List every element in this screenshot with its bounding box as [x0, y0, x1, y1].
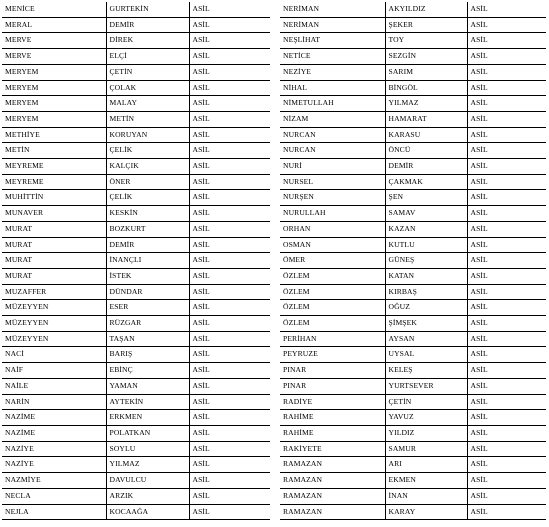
status-cell: ASİL [189, 253, 270, 269]
surname-cell: KORUYAN [106, 127, 189, 143]
surname-cell: HAMARAT [385, 111, 467, 127]
status-cell: ASİL [189, 127, 270, 143]
status-cell: ASİL [189, 159, 270, 175]
table-row [2, 316, 270, 332]
surname-cell: AKYILDIZ [385, 2, 467, 17]
table-row [280, 284, 546, 300]
status-cell: ASİL [189, 96, 270, 112]
status-cell: ASİL [467, 111, 546, 127]
surname-cell: DEMİR [385, 159, 467, 175]
first-name-cell: NETİCE [280, 49, 385, 65]
table-row [2, 441, 270, 457]
table-row [2, 268, 270, 284]
status-cell: ASİL [467, 96, 546, 112]
surname-cell: ÇELİK [106, 190, 189, 206]
status-cell: ASİL [467, 143, 546, 159]
surname-cell: MALAY [106, 96, 189, 112]
status-cell: ASİL [467, 410, 546, 426]
table-row [2, 347, 270, 363]
status-cell: ASİL [189, 2, 270, 17]
surname-cell: KOCAAĞA [106, 504, 189, 520]
table-row [280, 425, 546, 441]
first-name-cell: NAZİME [2, 425, 106, 441]
surname-cell: UYSAL [385, 347, 467, 363]
name-list-table-left [2, 2, 270, 520]
surname-cell: DAVULCU [106, 473, 189, 489]
surname-cell: METİN [106, 111, 189, 127]
table-row [280, 457, 546, 473]
table-row [2, 174, 270, 190]
first-name-cell: NECLA [2, 488, 106, 504]
first-name-cell: RAMAZAN [280, 488, 385, 504]
surname-cell: ARI [385, 457, 467, 473]
table-row [280, 488, 546, 504]
first-name-cell: PEYRUZE [280, 347, 385, 363]
status-cell: ASİL [467, 441, 546, 457]
first-name-cell: RAHİME [280, 425, 385, 441]
first-name-cell: MUHİTTİN [2, 190, 106, 206]
first-name-cell: MEYREME [2, 174, 106, 190]
status-cell: ASİL [467, 33, 546, 49]
table-row [2, 17, 270, 33]
table-row [280, 221, 546, 237]
surname-cell: DEMİR [106, 17, 189, 33]
surname-cell: ÇAKMAK [385, 174, 467, 190]
table-body [280, 2, 546, 520]
surname-cell: ESER [106, 300, 189, 316]
table-row [2, 504, 270, 520]
status-cell: ASİL [467, 284, 546, 300]
surname-cell: ÖNCÜ [385, 143, 467, 159]
table-row [2, 80, 270, 96]
first-name-cell: OSMAN [280, 237, 385, 253]
first-name-cell: NERİMAN [280, 17, 385, 33]
first-name-cell: NURCAN [280, 127, 385, 143]
first-name-cell: MEYREME [2, 159, 106, 175]
status-cell: ASİL [467, 159, 546, 175]
surname-cell: TAŞAN [106, 331, 189, 347]
status-cell: ASİL [189, 190, 270, 206]
table-row [2, 394, 270, 410]
status-cell: ASİL [467, 316, 546, 332]
table-row [2, 410, 270, 426]
first-name-cell: MÜZEYYEN [2, 300, 106, 316]
first-name-cell: NERİMAN [280, 2, 385, 17]
status-cell: ASİL [189, 64, 270, 80]
status-cell: ASİL [467, 64, 546, 80]
first-name-cell: RAMAZAN [280, 504, 385, 520]
status-cell: ASİL [189, 316, 270, 332]
surname-cell: OĞUZ [385, 300, 467, 316]
first-name-cell: NİZAM [280, 111, 385, 127]
table-row [2, 96, 270, 112]
status-cell: ASİL [189, 237, 270, 253]
status-cell: ASİL [189, 49, 270, 65]
table-row [280, 363, 546, 379]
status-cell: ASİL [189, 394, 270, 410]
status-cell: ASİL [467, 300, 546, 316]
status-cell: ASİL [467, 378, 546, 394]
status-cell: ASİL [189, 206, 270, 222]
table-row [2, 159, 270, 175]
surname-cell: KARASU [385, 127, 467, 143]
surname-cell: EBİNÇ [106, 363, 189, 379]
status-cell: ASİL [467, 221, 546, 237]
first-name-cell: MERVE [2, 33, 106, 49]
table-row [280, 17, 546, 33]
first-name-cell: NAİLE [2, 378, 106, 394]
name-list-table-right [280, 2, 546, 520]
first-name-cell: NEZİYE [280, 64, 385, 80]
status-cell: ASİL [189, 441, 270, 457]
status-cell: ASİL [189, 300, 270, 316]
first-name-cell: RAKİYETE [280, 441, 385, 457]
table-row [2, 64, 270, 80]
table-row [280, 127, 546, 143]
surname-cell: İNAN [385, 488, 467, 504]
surname-cell: KATAN [385, 268, 467, 284]
status-cell: ASİL [467, 127, 546, 143]
surname-cell: ÇOLAK [106, 80, 189, 96]
first-name-cell: NEJLA [2, 504, 106, 520]
status-cell: ASİL [189, 347, 270, 363]
table-row [280, 253, 546, 269]
first-name-cell: MURAT [2, 268, 106, 284]
status-cell: ASİL [189, 378, 270, 394]
surname-cell: YILMAZ [106, 457, 189, 473]
surname-cell: YAMAN [106, 378, 189, 394]
table-row [280, 300, 546, 316]
surname-cell: DİREK [106, 33, 189, 49]
status-cell: ASİL [189, 143, 270, 159]
first-name-cell: MERYEM [2, 80, 106, 96]
surname-cell: YURTSEVER [385, 378, 467, 394]
table-row [280, 33, 546, 49]
status-cell: ASİL [189, 425, 270, 441]
first-name-cell: MERAL [2, 17, 106, 33]
first-name-cell: MERYEM [2, 64, 106, 80]
first-name-cell: NURULLAH [280, 206, 385, 222]
first-name-cell: ÖMER [280, 253, 385, 269]
table-row [280, 206, 546, 222]
surname-cell: YAVUZ [385, 410, 467, 426]
first-name-cell: MERYEM [2, 96, 106, 112]
first-name-cell: MUNAVER [2, 206, 106, 222]
first-name-cell: NACİ [2, 347, 106, 363]
table-row [280, 347, 546, 363]
first-name-cell: NAZİME [2, 410, 106, 426]
table-row [2, 221, 270, 237]
status-cell: ASİL [189, 457, 270, 473]
status-cell: ASİL [189, 284, 270, 300]
surname-cell: ÇETİN [385, 394, 467, 410]
first-name-cell: NURŞEN [280, 190, 385, 206]
first-name-cell: NİMETULLAH [280, 96, 385, 112]
table-row [280, 111, 546, 127]
table-row [2, 300, 270, 316]
surname-cell: DÜNDAR [106, 284, 189, 300]
first-name-cell: NAİF [2, 363, 106, 379]
surname-cell: SAMAV [385, 206, 467, 222]
surname-cell: GÜNEŞ [385, 253, 467, 269]
table-row [280, 143, 546, 159]
surname-cell: ÖNER [106, 174, 189, 190]
surname-cell: KARAY [385, 504, 467, 520]
status-cell: ASİL [467, 206, 546, 222]
table-row [2, 253, 270, 269]
first-name-cell: NİHAL [280, 80, 385, 96]
status-cell: ASİL [189, 410, 270, 426]
table-row [2, 488, 270, 504]
surname-cell: KIRBAŞ [385, 284, 467, 300]
table-row [280, 190, 546, 206]
surname-cell: DEMİR [106, 237, 189, 253]
surname-cell: SEZGİN [385, 49, 467, 65]
status-cell: ASİL [189, 221, 270, 237]
status-cell: ASİL [467, 457, 546, 473]
first-name-cell: ÖZLEM [280, 268, 385, 284]
table-row [2, 206, 270, 222]
surname-cell: SOYLU [106, 441, 189, 457]
first-name-cell: MÜZEYYEN [2, 316, 106, 332]
status-cell: ASİL [467, 237, 546, 253]
status-cell: ASİL [467, 394, 546, 410]
status-cell: ASİL [467, 253, 546, 269]
status-cell: ASİL [189, 33, 270, 49]
first-name-cell: MURAT [2, 221, 106, 237]
first-name-cell: RADİYE [280, 394, 385, 410]
status-cell: ASİL [467, 331, 546, 347]
surname-cell: POLATKAN [106, 425, 189, 441]
table-row [2, 331, 270, 347]
surname-cell: KESKİN [106, 206, 189, 222]
table-body [2, 2, 270, 520]
status-cell: ASİL [467, 363, 546, 379]
first-name-cell: ÖZLEM [280, 284, 385, 300]
table-row [280, 159, 546, 175]
first-name-cell: NURİ [280, 159, 385, 175]
first-name-cell: METHİYE [2, 127, 106, 143]
status-cell: ASİL [467, 174, 546, 190]
table-row [2, 473, 270, 489]
status-cell: ASİL [467, 49, 546, 65]
surname-cell: KAZAN [385, 221, 467, 237]
status-cell: ASİL [189, 331, 270, 347]
first-name-cell: NEŞLİHAT [280, 33, 385, 49]
status-cell: ASİL [189, 80, 270, 96]
first-name-cell: RAHİME [280, 410, 385, 426]
surname-cell: YILMAZ [385, 96, 467, 112]
status-cell: ASİL [467, 473, 546, 489]
status-cell: ASİL [467, 268, 546, 284]
table-row [280, 2, 546, 17]
surname-cell: EKMEN [385, 473, 467, 489]
table-row [280, 64, 546, 80]
table-row [280, 49, 546, 65]
table-row [2, 425, 270, 441]
table-row [2, 2, 270, 17]
surname-cell: AYTEKİN [106, 394, 189, 410]
status-cell: ASİL [467, 504, 546, 520]
surname-cell: ÇETİN [106, 64, 189, 80]
table-row [280, 378, 546, 394]
table-row [2, 237, 270, 253]
surname-cell: KUTLU [385, 237, 467, 253]
first-name-cell: ORHAN [280, 221, 385, 237]
table-row [280, 80, 546, 96]
surname-cell: İNANÇLI [106, 253, 189, 269]
status-cell: ASİL [467, 347, 546, 363]
surname-cell: ELÇİ [106, 49, 189, 65]
status-cell: ASİL [189, 268, 270, 284]
table-row [280, 504, 546, 520]
status-cell: ASİL [189, 488, 270, 504]
status-cell: ASİL [467, 190, 546, 206]
first-name-cell: MUZAFFER [2, 284, 106, 300]
table-row [280, 316, 546, 332]
surname-cell: KELEŞ [385, 363, 467, 379]
surname-cell: ŞİMŞEK [385, 316, 467, 332]
table-row [2, 127, 270, 143]
first-name-cell: MÜZEYYEN [2, 331, 106, 347]
table-row [280, 394, 546, 410]
status-cell: ASİL [189, 111, 270, 127]
table-row [2, 33, 270, 49]
status-cell: ASİL [189, 363, 270, 379]
table-row [2, 457, 270, 473]
first-name-cell: MURAT [2, 253, 106, 269]
first-name-cell: NURSEL [280, 174, 385, 190]
table-row [2, 284, 270, 300]
first-name-cell: PINAR [280, 378, 385, 394]
surname-cell: KALÇIK [106, 159, 189, 175]
table-row [2, 378, 270, 394]
surname-cell: BOZKURT [106, 221, 189, 237]
first-name-cell: RAMAZAN [280, 473, 385, 489]
first-name-cell: NARİN [2, 394, 106, 410]
status-cell: ASİL [189, 174, 270, 190]
table-row [2, 49, 270, 65]
first-name-cell: PERİHAN [280, 331, 385, 347]
surname-cell: SARIM [385, 64, 467, 80]
surname-cell: YILDIZ [385, 425, 467, 441]
first-name-cell: MENİCE [2, 2, 106, 17]
first-name-cell: MERVE [2, 49, 106, 65]
status-cell: ASİL [467, 80, 546, 96]
surname-cell: SAMUR [385, 441, 467, 457]
table-row [280, 410, 546, 426]
table-row [2, 143, 270, 159]
surname-cell: ARZIK [106, 488, 189, 504]
table-row [280, 174, 546, 190]
first-name-cell: MURAT [2, 237, 106, 253]
table-row [280, 268, 546, 284]
table-row [280, 96, 546, 112]
surname-cell: TOY [385, 33, 467, 49]
status-cell: ASİL [189, 504, 270, 520]
table-row [280, 473, 546, 489]
first-name-cell: NURCAN [280, 143, 385, 159]
table-row [2, 190, 270, 206]
first-name-cell: METİN [2, 143, 106, 159]
surname-cell: ERKMEN [106, 410, 189, 426]
first-name-cell: RAMAZAN [280, 457, 385, 473]
first-name-cell: NAZİYE [2, 457, 106, 473]
surname-cell: ŞEKER [385, 17, 467, 33]
surname-cell: BİNGÖL [385, 80, 467, 96]
table-row [280, 237, 546, 253]
table-row [280, 441, 546, 457]
surname-cell: İSTEK [106, 268, 189, 284]
first-name-cell: NAZİYE [2, 441, 106, 457]
first-name-cell: PINAR [280, 363, 385, 379]
status-cell: ASİL [189, 473, 270, 489]
first-name-cell: ÖZLEM [280, 316, 385, 332]
status-cell: ASİL [467, 2, 546, 17]
first-name-cell: MERYEM [2, 111, 106, 127]
status-cell: ASİL [467, 488, 546, 504]
surname-cell: ŞEN [385, 190, 467, 206]
first-name-cell: NAZMİYE [2, 473, 106, 489]
surname-cell: GURTEKİN [106, 2, 189, 17]
table-row [2, 363, 270, 379]
status-cell: ASİL [189, 17, 270, 33]
status-cell: ASİL [467, 425, 546, 441]
surname-cell: AYSAN [385, 331, 467, 347]
surname-cell: RÜZGAR [106, 316, 189, 332]
table-row [280, 331, 546, 347]
status-cell: ASİL [467, 17, 546, 33]
first-name-cell: ÖZLEM [280, 300, 385, 316]
surname-cell: BARIŞ [106, 347, 189, 363]
surname-cell: ÇELİK [106, 143, 189, 159]
table-row [2, 111, 270, 127]
